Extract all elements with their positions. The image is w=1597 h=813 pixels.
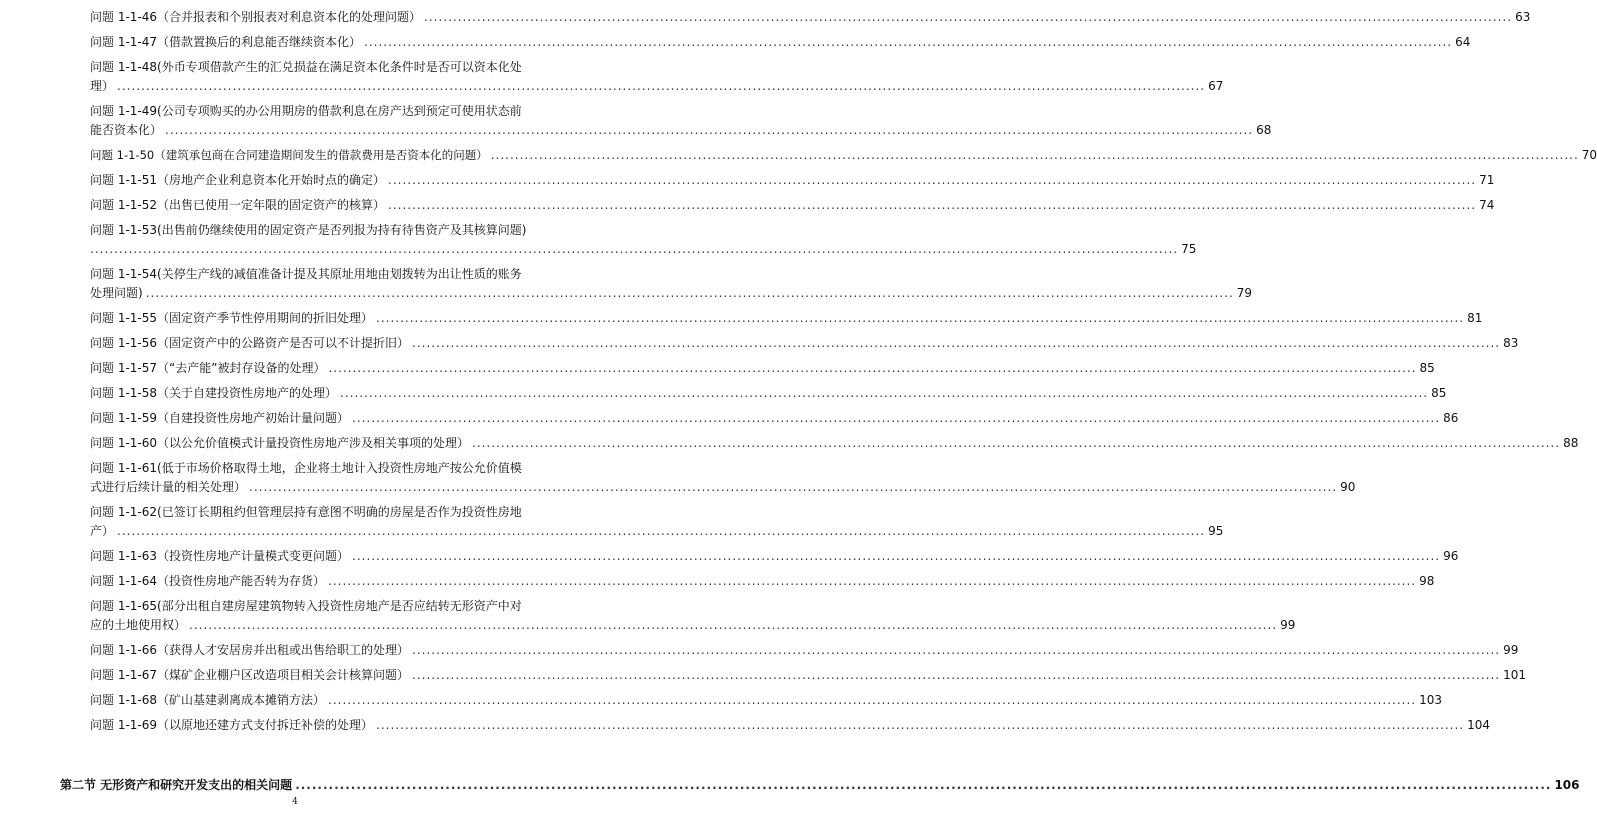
toc-entry[interactable] [90,221,1197,259]
toc-entry-line [90,409,1459,428]
toc-entry-page: 68 [1256,123,1272,137]
table-of-contents [90,8,1597,741]
toc-entry-line [90,691,1442,710]
toc-entry-line [90,359,1435,378]
toc-entry-page: 86 [1443,411,1459,425]
toc-entry-page: 104 [1467,718,1490,732]
toc-entry[interactable] [90,547,1459,566]
toc-entry-line [90,171,1495,190]
leader-dots [328,691,1416,710]
toc-entry-line [90,196,1495,215]
leader-dots [388,196,1476,215]
toc-entry-line [90,478,1356,497]
toc-entry[interactable] [90,434,1579,453]
leader-dots [328,359,1416,378]
toc-entry-page: 74 [1479,198,1495,212]
leader-dots [340,384,1428,403]
toc-entry-page: 103 [1419,693,1442,707]
toc-entry-title: 问题 1-1-69（以原地还建方式支付拆迁补偿的处理） [90,718,374,732]
toc-entry-title-continued: 应的土地使用权） [90,618,187,632]
toc-entry-title: 问题 1-1-59（自建投资性房地产初始计量问题） [90,411,350,425]
toc-entry[interactable] [90,334,1519,353]
toc-entry[interactable] [90,716,1490,735]
toc-entry-page: 85 [1419,361,1435,375]
toc-entry-title: 问题 1-1-55（固定资产季节性停用期间的折旧处理） [90,311,374,325]
toc-entry-line [90,8,1531,27]
toc-entry-page: 85 [1431,386,1447,400]
leader-dots [352,409,1440,428]
toc-entry-page: 63 [1515,10,1531,24]
toc-entry-page: 90 [1340,480,1356,494]
toc-entry-page: 79 [1236,286,1253,300]
toc-entry-title: 问题 1-1-53(出售前仍继续使用的固定资产是否列报为持有待售资产及其核算问题) [90,223,527,237]
toc-entry-title: 问题 1-1-65(部分出租自建房屋建筑物转入投资性房地产是否应结转无形资产中对 [90,599,522,613]
toc-entry-title: 问题 1-1-64（投资性房地产能否转为存货） [90,574,326,588]
leader-dots [412,334,1500,353]
toc-entry[interactable] [90,691,1442,710]
leader-dots [388,171,1476,190]
toc-entry-title: 问题 1-1-47（借款置换后的利息能否继续资本化） [90,35,362,49]
toc-entry-title: 问题 1-1-67（煤矿企业棚户区改造项目相关会计核算问题） [90,668,410,682]
leader-dots [352,547,1440,566]
section-page: 106 [1554,778,1580,792]
toc-entry[interactable] [90,265,1253,303]
toc-entry-page: 64 [1455,35,1471,49]
toc-entry-line [90,334,1519,353]
toc-entry-line [90,309,1483,328]
toc-entry-title: 问题 1-1-58（关于自建投资性房地产的处理） [90,386,338,400]
toc-entry-title: 问题 1-1-54(关停生产线的减值准备计提及其原址用地由划拨转为出让性质的账务 [90,267,522,281]
toc-entry-title: 问题 1-1-57（“去产能”被封存设备的处理） [90,361,326,375]
toc-entry-page: 67 [1208,79,1224,93]
toc-entry-title: 问题 1-1-46（合并报表和个别报表对利息资本化的处理问题） [90,10,422,24]
toc-entry-line [90,641,1519,660]
toc-entry-title: 问题 1-1-61(低于市场价格取得土地，企业将土地计入投资性房地产按公允价值模 [90,461,522,475]
toc-entry-line [90,572,1435,591]
toc-entry-title: 问题 1-1-66（获得人才安居房并出租或出售给职工的处理） [90,643,410,657]
toc-entry-page: 96 [1443,549,1459,563]
leader-dots [189,616,1277,635]
toc-entry-title: 问题 1-1-48(外币专项借款产生的汇兑损益在满足资本化条件时是否可以资本化处 [90,60,522,74]
leader-dots [491,146,1579,165]
page-number: 4 [292,797,298,807]
toc-entry[interactable] [90,102,1272,140]
toc-entry-line [90,616,1296,635]
toc-entry[interactable] [90,359,1435,378]
toc-entry-line [90,384,1447,403]
toc-entry-line [90,77,1224,96]
toc-entry-page: 71 [1479,173,1495,187]
toc-entry-title: 问题 1-1-50（建筑承包商在合同建造期间发生的借款费用是否资本化的问题） [90,148,488,162]
toc-entry[interactable] [90,146,1597,165]
toc-entry[interactable] [90,171,1495,190]
leader-dots [165,121,1253,140]
toc-entry-page: 81 [1467,311,1483,325]
toc-entry-page: 75 [1181,242,1197,256]
toc-entry-title: 问题 1-1-56（固定资产中的公路资产是否可以不计提折旧） [90,336,410,350]
toc-entry-line [90,547,1459,566]
leader-dots [90,240,1178,259]
leader-dots [376,309,1464,328]
toc-entry-title: 问题 1-1-68（矿山基建剥离成本摊销方法） [90,693,326,707]
toc-entry[interactable] [90,572,1435,591]
leader-dots [412,666,1500,685]
toc-entry-line [90,33,1471,52]
toc-entry-line [90,240,1197,259]
toc-entry-title: 问题 1-1-63（投资性房地产计量模式变更问题） [90,549,350,563]
leader-dots [364,33,1452,52]
toc-entry-title-continued: 理） [90,79,115,93]
toc-entry[interactable] [90,33,1471,52]
toc-entry-title-continued: 能否资本化） [90,123,163,137]
leader-dots [249,478,1337,497]
section-title: 第二节 无形资产和研究开发支出的相关问题 [60,778,293,792]
toc-entry[interactable] [90,459,1356,497]
toc-entry-title-continued: 产） [90,524,115,538]
toc-entry-line [90,522,1224,541]
section-heading-entry[interactable] [60,776,1580,794]
toc-entry-title: 问题 1-1-52（出售已使用一定年限的固定资产的核算） [90,198,386,212]
toc-entry[interactable] [90,309,1483,328]
leader-dots [117,77,1205,96]
toc-entry-page: 95 [1208,524,1224,538]
toc-entry-line [90,716,1490,735]
toc-entry-line [90,666,1527,685]
toc-entry-page: 88 [1563,436,1579,450]
leader-dots [117,522,1205,541]
leader-dots [295,776,1551,794]
toc-entry-title: 问题 1-1-49(公司专项购买的办公用期房的借款利息在房产达到预定可使用状态前 [90,104,522,118]
leader-dots [424,8,1512,27]
leader-dots [328,572,1416,591]
toc-entry[interactable] [90,666,1527,685]
toc-entry-page: 101 [1503,668,1527,682]
leader-dots [472,434,1560,453]
toc-entry-page: 98 [1419,574,1435,588]
toc-entry[interactable] [90,8,1531,27]
toc-entry-title: 问题 1-1-62(已签订长期租约但管理层持有意图不明确的房屋是否作为投资性房地 [90,505,522,519]
toc-entry[interactable] [90,384,1447,403]
toc-entry-page: 83 [1503,336,1519,350]
toc-entry-page: 99 [1503,643,1519,657]
leader-dots [146,284,1234,303]
toc-entry-page: 70 [1581,148,1597,162]
toc-entry-line [90,146,1597,165]
toc-entry[interactable] [90,641,1519,660]
toc-entry-title-continued: 处理问题) [90,286,143,300]
leader-dots [376,716,1464,735]
toc-entry-title: 问题 1-1-51（房地产企业利息资本化开始时点的确定） [90,173,386,187]
leader-dots [412,641,1500,660]
toc-entry-line [90,121,1272,140]
toc-entry-title: 问题 1-1-60（以公允价值模式计量投资性房地产涉及相关事项的处理） [90,436,470,450]
toc-entry[interactable] [90,409,1459,428]
toc-entry-line [90,284,1253,303]
toc-entry[interactable] [90,503,1224,541]
toc-entry[interactable] [90,597,1296,635]
toc-entry[interactable] [90,196,1495,215]
toc-entry[interactable] [90,58,1224,96]
toc-entry-line [90,434,1579,453]
toc-entry-title-continued: 式进行后续计量的相关处理） [90,480,247,494]
toc-entry-page: 99 [1280,618,1296,632]
